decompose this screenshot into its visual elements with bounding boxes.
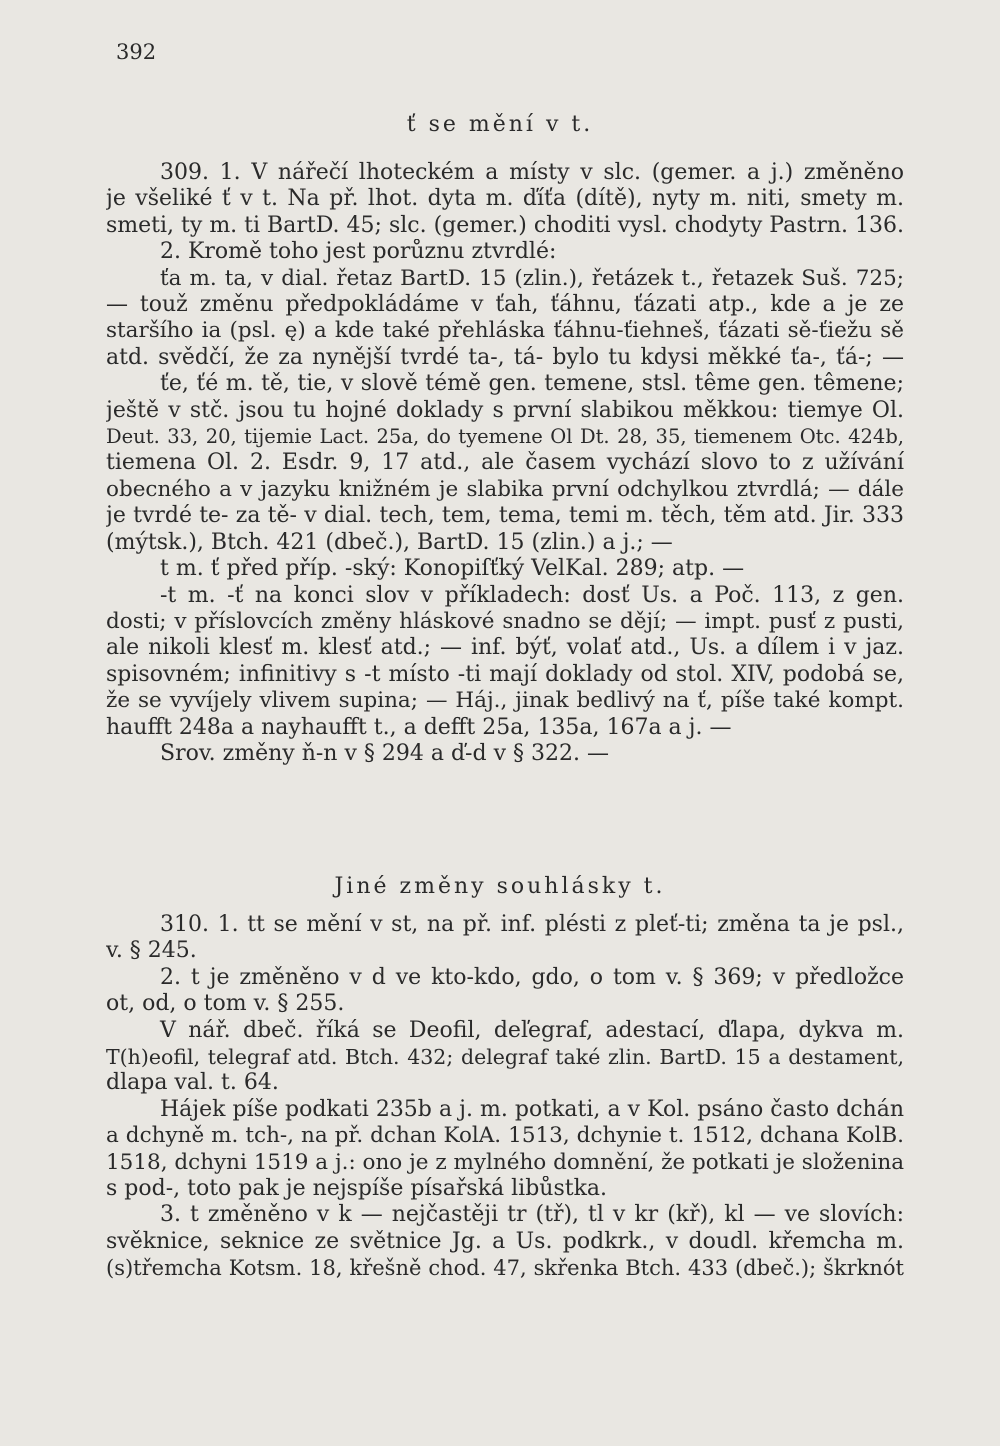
text-line: je všeliké ť v t. Na př. lhot. dyta m. ďíťa (dítě), nyty m. niti, smety m. <box>106 186 904 212</box>
text-line: dosti; v příslovcích změny hláskové snadno se dějí; — impt. pusť z pusti, <box>106 608 904 634</box>
text-line: Srov. změny ň-n v § 294 a ď-d v § 322. — <box>160 740 609 766</box>
text-line: ťe, ťé m. tě, tie, v slově témě gen. temene, stsl. tême gen. têmene; <box>160 371 904 397</box>
text-line: atd. svědčí, že za nynější tvrdé ta-, tá- bylo tu kdysi měkké ťa-, ťá-; — <box>106 344 904 370</box>
text-line: je tvrdé te- za tě- v dial. tech, tem, tema, temi m. těch, těm atd. Jir. 333 <box>106 503 904 529</box>
section-heading: Jiné změny souhlásky t. <box>334 874 666 899</box>
text-line: ot, od, o tom v. § 255. <box>106 991 345 1017</box>
text-line: ještě v stč. jsou tu hojné doklady s první slabikou měkkou: tiemye Ol. <box>106 397 904 423</box>
text-line: T(h)eofil, telegraf atd. Btch. 432; delegraf také zlin. BartD. 15 a destament, <box>106 1045 904 1070</box>
text-line: svěknice, seknice ze světnice Jg. a Us. podkrk., v doudl. křemcha m. <box>106 1228 904 1254</box>
text-line: haufft 248a a nayhaufft t., a defft 25a, 135a, 167a a j. — <box>106 714 732 740</box>
text-line: V nář. dbeč. říká se Deofil, deľegraf, adestací, ďlapa, dykva m. <box>160 1017 904 1043</box>
text-line: tiemena Ol. 2. Esdr. 9, 17 atd., ale časem vychází slovo to z užívání <box>106 450 904 476</box>
text-line: smeti, ty m. ti BartD. 45; slc. (gemer.) choditi vysl. chodyty Pastrn. 136. <box>106 212 904 238</box>
text-line: dlapa val. t. 64. <box>106 1070 279 1096</box>
text-line: ale nikoli klesť m. klesť atd.; — inf. býť, volať atd., Us. a dílem i v jaz. <box>106 635 904 661</box>
section-body <box>106 160 904 767</box>
text-line: Hájek píše podkati 235b a j. m. potkati, a v Kol. psáno často dchán <box>160 1096 904 1122</box>
text-line: 1518, dchyni 1519 a j.: ono je z mylného domnění, že potkati je složenina <box>106 1149 904 1175</box>
text-line: obecného a v jazyku knižném je slabika první odchylkou ztvrdlá; — dále <box>106 476 904 502</box>
text-line: 2. Kromě toho jest porůznu ztvrdlé: <box>160 239 557 265</box>
text-line: že se vyvíjely vlivem supina; — Háj., jinak bedlivý na ť, píše také kompt. <box>106 688 904 714</box>
section-heading: ť se mění v t. <box>406 112 594 137</box>
text-line: spisovném; infinitivy s -t místo -ti mají doklady od stol. XIV, podobá se, <box>106 661 904 687</box>
text-line: 3. t změněno v k — nejčastěji tr (tř), tl v kr (kř), kl — ve slovích: <box>160 1202 904 1228</box>
text-line: Deut. 33, 20, tijemie Lact. 25a, do tyemene Ol Dt. 28, 35, tiemenem Otc. 424b, <box>106 425 904 449</box>
text-line: s pod-, toto pak je nejspíše písařská libůstka. <box>106 1176 608 1202</box>
section-body <box>106 912 904 1282</box>
text-line: staršího ia (psl. ę) a kde také přehláska ťáhnu-ťiehneš, ťázati sě-ťiežu sě <box>106 318 904 344</box>
text-line: — touž změnu předpokládáme v ťah, ťáhnu, ťázati atp., kde a je ze <box>106 292 904 318</box>
page-number: 392 <box>116 40 157 64</box>
text-line: -t m. -ť na konci slov v příkladech: dosť Us. a Poč. 113, z gen. <box>160 582 904 608</box>
text-line: v. § 245. <box>106 938 197 964</box>
text-line: (s)třemcha Kotsm. 18, křešně chod. 47, skřenka Btch. 433 (dbeč.); škrknót <box>106 1256 904 1281</box>
text-line: a dchyně m. tch-, na př. dchan KolA. 1513, dchynie t. 1512, dchana KolB. <box>106 1123 904 1149</box>
text-line: (mýtsk.), Btch. 421 (dbeč.), BartD. 15 (zlin.) a j.; — <box>106 529 673 555</box>
text-line: 310. 1. tt se mění v st, na př. inf. plésti z pleť-ti; změna ta je psl., <box>160 912 904 937</box>
text-line: 309. 1. V nářečí lhoteckém a místy v slc. (gemer. a j.) změněno <box>160 160 904 185</box>
text-line: t m. ť před příp. -ský: Konopiſťký VelKal. 289; atp. — <box>160 556 745 582</box>
text-line: 2. t je změněno v d ve kto-kdo, gdo, o tom v. § 369; v předložce <box>160 964 904 990</box>
text-line: ťa m. ta, v dial. řetaz BartD. 15 (zlin.), řetázek t., řetazek Suš. 725; <box>160 265 904 291</box>
